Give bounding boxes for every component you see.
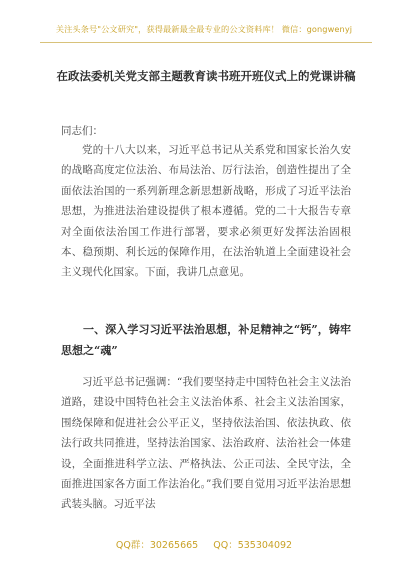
header-promo-note: 关注头条号"公文研究"，获得最新最全最专业的公文资料库！ 微信：gongwenyj [55,24,353,34]
footer-qq-number: QQ：535304092 [213,540,293,551]
section-heading-1: 一、深入学习习近平法治思想，补足精神之“钙”，铸牢思想之“魂” [61,323,351,357]
greeting: 同志们： [61,125,103,137]
body-paragraph-2: 习近平总书记强调：“我们要坚持走中国特色社会主义法治道路，建设中国特色社会主义法治体系、社会主义法治国家，围绕保障和促进社会公平正义，坚持依法治国、依法执政、依法行政共同推进，坚持法治国家、法治政府、法治社会一体建设，全面推进科学立法、严格执法、公正司法、全民守法，全面推进国家各方面工作法治化。”我们要自觉用习近平法治思想武装头脑。习近平法 [61,376,351,511]
document-title: 在政法委机关党支部主题教育读书班开班仪式上的党课讲稿 [56,69,356,83]
body-paragraph-1: 党的十八大以来，习近平总书记从关系党和国家长治久安的战略高度定位法治、布局法治、厉行法治，创造性提出了全面依法治国的一系列新理念新思想新战略，形成了习近平法治思想，为推进法治建设提供了根本遵循。党的二十大报告专章对全面依法治国工作进行部署，要求必须更好发挥法治固根本、稳预期、利长远的保障作用，在法治轨道上全面建设社会主义现代化国家。下面，我讲几点意见。 [61,144,351,279]
header-divider [40,42,372,43]
footer-contact [0,537,408,551]
footer-qq-group: QQ群：30265665 [115,540,199,551]
